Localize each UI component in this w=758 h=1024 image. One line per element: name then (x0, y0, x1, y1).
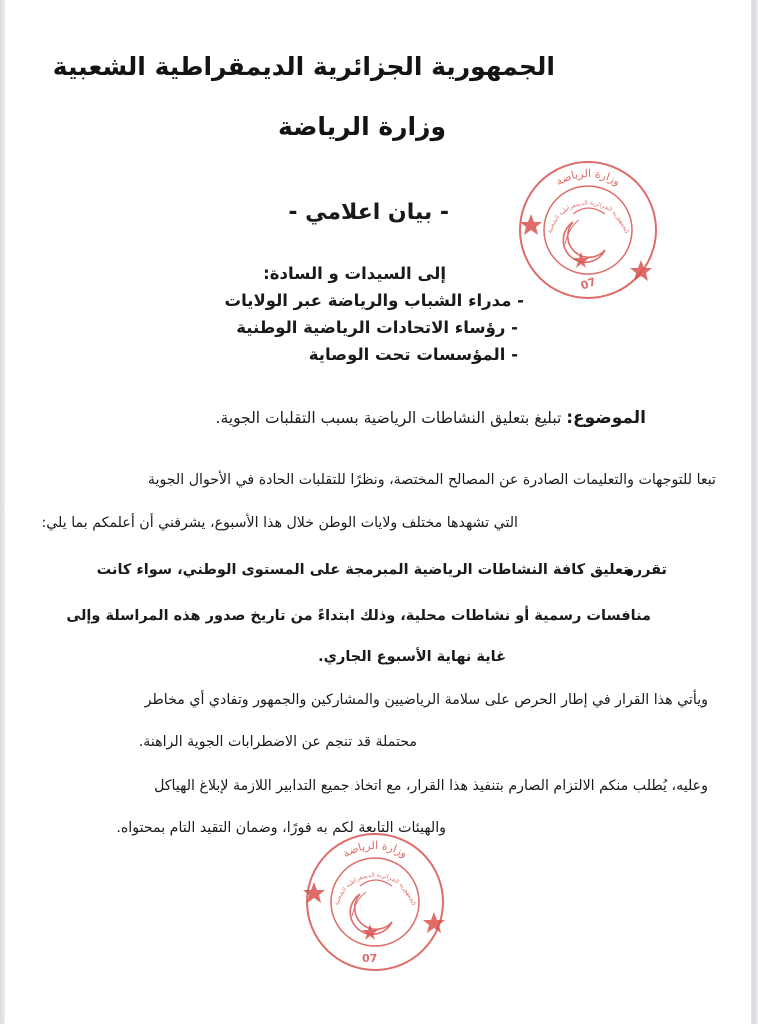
reason-line: ويأتي هذا القرار في إطار الحرص على سلامة الرياضيين والمشاركين والجمهور وتفادي أي مخاطر (144, 692, 708, 708)
bullet-line: تقرر تعليق كافة النشاطات الرياضية المبرمجة على المستوى الوطني، سواء كانت (96, 562, 667, 578)
official-stamp-bottom (300, 826, 450, 976)
addressee-item: - رؤساء الاتحادات الرياضية الوطنية (236, 318, 518, 337)
addressee-item: - المؤسسات تحت الوصاية (308, 345, 518, 364)
stamp-inner-text: الجمهورية الجزائرية الديمقراطية الشعبية (333, 871, 417, 907)
body-intro-line: تبعا للتوجهات والتعليمات الصادرة عن المصالح المختصة، ونظرًا للتقلبات الحادة في الأحوال الجوية (147, 472, 716, 488)
header-ministry: وزارة الرياضة (278, 112, 446, 141)
svg-text:وزارة الرياضة (340, 839, 409, 860)
addressee-item: - مدراء الشباب والرياضة عبر الولايات (224, 291, 524, 310)
official-stamp-top (513, 152, 663, 302)
subject-label: الموضوع: (566, 408, 646, 428)
document-title: - بيان اعلامي - (288, 200, 449, 225)
svg-text:الجمهورية الجزائرية الديمقراطي (333, 872, 417, 907)
stamp-number: 07 (362, 952, 378, 965)
subject-text: تبليغ بتعليق النشاطات الرياضية بسبب التقلبات الجوية. (215, 409, 567, 427)
stamp-inner-text: الجمهورية الجزائرية الديمقراطية الشعبية (546, 199, 630, 235)
reason-line: محتملة قد تنجم عن الاضطرابات الجوية الراهنة. (138, 734, 417, 750)
scan-edge-right (751, 0, 758, 1024)
closing-line: والهيئات التابعة لكم به فورًا، وضمان التقيد التام بمحتواه. (116, 820, 446, 836)
addressees-intro: إلى السيدات و السادة: (263, 264, 446, 283)
bullet-line: منافسات رسمية أو نشاطات محلية، وذلك ابتداءً من تاريخ صدور هذه المراسلة وإلى (66, 608, 651, 624)
stamp-number: 07 (578, 275, 598, 293)
header-republic: الجمهورية الجزائرية الديمقراطية الشعبية (52, 52, 555, 81)
stamp-outer-text: وزارة الرياضة (340, 838, 410, 861)
svg-text:الجمهورية الجزائرية الديمقراطي (546, 200, 630, 235)
document-page (5, 0, 751, 1024)
svg-text:وزارة الرياضة (553, 167, 622, 188)
bullet-line: غاية نهاية الأسبوع الجاري. (318, 649, 506, 665)
body-intro-line: التي تشهدها مختلف ولايات الوطن خلال هذا الأسبوع، يشرفني أن أعلمكم بما يلي: (41, 515, 518, 531)
closing-line: وعليه، يُطلب منكم الالتزام الصارم بتنفيذ هذا القرار، مع اتخاذ جميع التدابير اللازمة لإبلاغ الهياكل (154, 778, 708, 794)
stamp-outer-text: وزارة الرياضة (553, 166, 623, 189)
subject-line (216, 408, 646, 428)
